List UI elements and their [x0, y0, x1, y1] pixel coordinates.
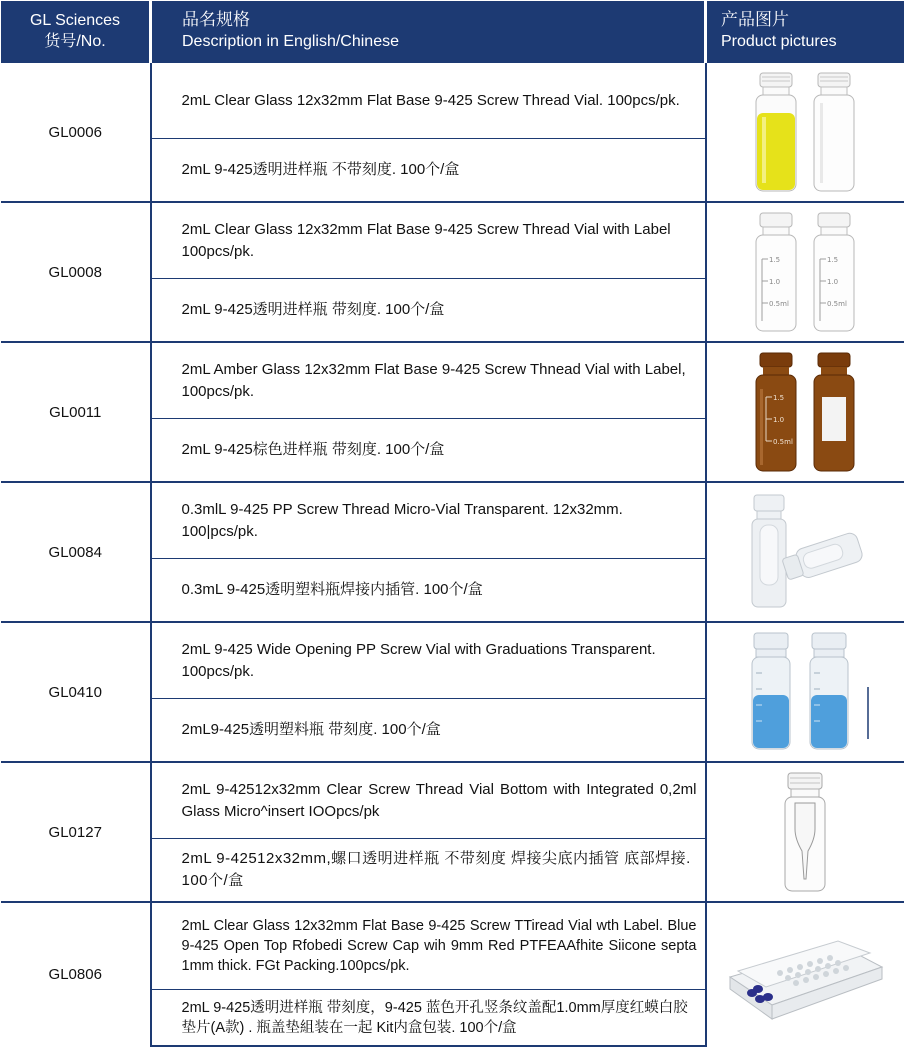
product-image-clear-yellow-vials	[706, 62, 904, 202]
svg-text:1.5: 1.5	[773, 394, 785, 402]
svg-text:1.0: 1.0	[773, 416, 785, 424]
description-chinese: 2mL 9-425棕色进样瓶 带刻度. 100个/盒	[151, 419, 706, 483]
product-code: GL0127	[1, 762, 151, 902]
svg-text:1.5: 1.5	[827, 256, 839, 264]
description-english: 2mL Clear Glass 12x32mm Flat Base 9-425 Screw Thread Vial. 100pcs/pk.	[151, 62, 706, 139]
product-image-pp-micro-vials	[706, 482, 904, 622]
product-code: GL0410	[1, 622, 151, 762]
svg-text:0.5ml: 0.5ml	[773, 438, 794, 446]
header-description-line1: 品名规格	[182, 10, 250, 29]
svg-text:0.5ml: 0.5ml	[827, 300, 848, 308]
description-chinese: 2mL9-425透明塑料瓶 带刻度. 100个/盒	[151, 699, 706, 763]
table-row	[1, 342, 904, 419]
product-image-amber-vials	[706, 342, 904, 482]
description-english: 2mL Clear Glass 12x32mm Flat Base 9-425 Screw TTiread Vial wth Label. Blue 9-425 Open Top Rfobedi Screw Cap wih 9mm Red PTFEAAfhite Siicone septa 1mm thick. FGt Packing.100pcs/pk.	[151, 902, 706, 990]
table-header	[1, 1, 904, 62]
header-pictures-line1: 产品图片	[721, 10, 789, 29]
header-description-line2: Description in English/Chinese	[182, 33, 399, 50]
header-code	[1, 1, 151, 62]
table-row	[1, 482, 904, 559]
header-pictures	[706, 1, 904, 62]
product-code: GL0084	[1, 482, 151, 622]
product-code: GL0008	[1, 202, 151, 342]
product-image-blue-liquid-vials	[706, 622, 904, 762]
header-code-line2: 货号/No.	[44, 33, 106, 50]
svg-text:1.0: 1.0	[769, 278, 781, 286]
description-chinese: 0.3mL 9-425透明塑料瓶焊接内插管. 100个/盒	[151, 559, 706, 623]
description-chinese: 2mL 9-42512x32mm,螺口透明进样瓶 不带刻度 焊接尖底内插管 底部焊接. 100个/盒	[151, 839, 706, 903]
description-english: 0.3mlL 9-425 PP Screw Thread Micro-Vial Transparent. 12x32mm. 100|pcs/pk.	[151, 482, 706, 559]
svg-text:1.0: 1.0	[827, 278, 839, 286]
product-table	[1, 1, 904, 1047]
product-code: GL0806	[1, 902, 151, 1046]
table-row	[1, 902, 904, 990]
product-image-clear-graduated-vials	[706, 202, 904, 342]
svg-text:0.5ml: 0.5ml	[769, 300, 790, 308]
header-description	[151, 1, 706, 62]
product-image-integrated-insert-vial	[706, 762, 904, 902]
svg-text:1.5: 1.5	[769, 256, 781, 264]
product-code: GL0006	[1, 62, 151, 202]
description-english: 2mL Amber Glass 12x32mm Flat Base 9-425 Screw Thnead Vial with Label, 100pcs/pk.	[151, 342, 706, 419]
table-row	[1, 62, 904, 139]
description-chinese: 2mL 9-425透明进样瓶 不带刻度. 100个/盒	[151, 139, 706, 203]
description-chinese: 2mL 9-425透明进样瓶 带刻度，9-425 蓝色开孔竖条纹盖配1.0mm厚度红蟆白胶垫片(A款) . 瓶盖垫組装在一起 Kit内盒包装. 100个/盒	[151, 990, 706, 1047]
description-chinese: 2mL 9-425透明进样瓶 带刻度. 100个/盒	[151, 279, 706, 343]
description-english: 2mL 9-42512x32mm Clear Screw Thread Vial Bottom with Integrated 0,2ml Glass Micro^insert IOOpcs/pk	[151, 762, 706, 839]
description-english: 2mL 9-425 Wide Opening PP Screw Vial with Graduations Transparent. 100pcs/pk.	[151, 622, 706, 699]
product-image-vial-kit-tray	[706, 902, 904, 1046]
header-pictures-line2: Product pictures	[721, 33, 837, 50]
product-code: GL0011	[1, 342, 151, 482]
table-row	[1, 762, 904, 839]
table-row	[1, 622, 904, 699]
table-row	[1, 202, 904, 279]
header-code-line1: GL Sciences	[29, 12, 121, 29]
description-english: 2mL Clear Glass 12x32mm Flat Base 9-425 Screw Thread Vial with Label 100pcs/pk.	[151, 202, 706, 279]
